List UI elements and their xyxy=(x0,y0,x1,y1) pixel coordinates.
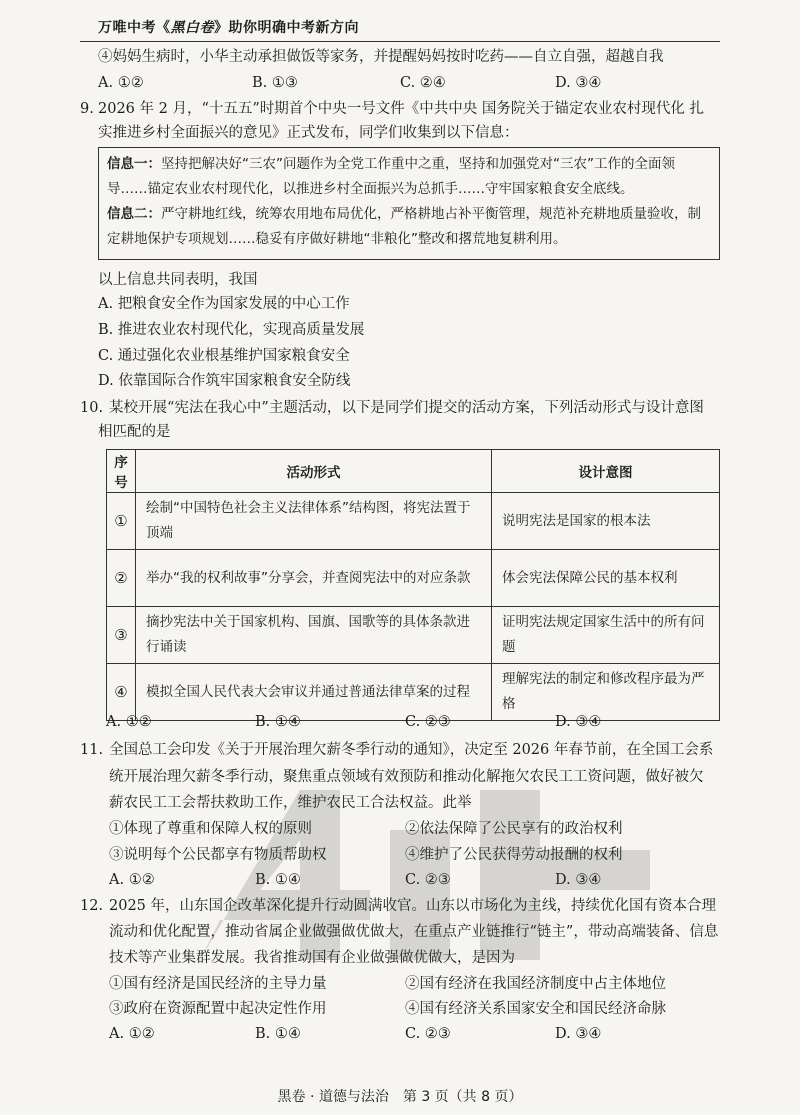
row-form: 举办“我的权利故事”分享会，并查阅宪法中的对应条款 xyxy=(136,550,492,607)
q8-option-a[interactable]: A. ①② xyxy=(98,75,144,91)
q9-stem-line1: 2026 年 2 月，“十五五”时期首个中央一号文件《中共中央 国务院关于锚定农业农村现代化 扎 xyxy=(98,101,704,117)
q9-info1-text: 坚持把解决好“三农”问题作为全党工作重中之重，坚持和加强党对“三农”工作的全面领导……锚定农业农村现代化，以推进乡村全面振兴为总抓手……守牢国家粮食安全底线。 xyxy=(107,156,675,197)
q11-stem-line1: 全国总工会印发《关于开展治理欠薪冬季行动的通知》，决定至 2026 年春节前，在全国工会系 xyxy=(109,742,714,758)
q11-statement-2: ②依法保障了公民享有的政治权利 xyxy=(405,821,623,837)
q8-option-b[interactable]: B. ①③ xyxy=(252,75,298,91)
q9-info-2 xyxy=(107,202,711,252)
row-form: 摘抄宪法中关于国家机构、国旗、国歌等的具体条款进行诵读 xyxy=(136,607,492,664)
q11-stem-line2: 统开展治理欠薪冬季行动，聚焦重点领域有效预防和推动化解拖欠农民工工资问题，做好被欠 xyxy=(109,769,704,785)
q9-option-c[interactable]: C. 通过强化农业根基维护国家粮食安全 xyxy=(98,348,350,364)
q9-question: 以上信息共同表明，我国 xyxy=(98,272,258,288)
header-cell-no: 序号 xyxy=(107,450,136,493)
row-number: ② xyxy=(107,550,136,607)
header-brand: 黑白卷 xyxy=(170,20,214,36)
q10-option-d[interactable]: D. ③④ xyxy=(555,714,602,730)
row-intent: 说明宪法是国家的根本法 xyxy=(492,493,720,550)
q8-statement-4: ④妈妈生病时，小华主动承担做饭等家务，并提醒妈妈按时吃药——自立自强，超越自我 xyxy=(98,49,664,65)
q11-statement-3: ③说明每个公民都享有物质帮助权 xyxy=(109,847,327,863)
q11-option-c[interactable]: C. ②③ xyxy=(405,872,451,888)
table-row xyxy=(107,493,720,550)
q12-number: 12. xyxy=(80,898,104,914)
table-row xyxy=(107,607,720,664)
q11-option-b[interactable]: B. ①④ xyxy=(255,872,301,888)
row-intent: 证明宪法规定国家生活中的所有问题 xyxy=(492,607,720,664)
q12-statement-2: ②国有经济在我国经济制度中占主体地位 xyxy=(405,976,666,992)
q9-info-box xyxy=(98,147,720,260)
row-form: 绘制“中国特色社会主义法律体系”结构图，将宪法置于顶端 xyxy=(136,493,492,550)
page-footer: 黑卷 · 道德与法治 第 3 页（共 8 页） xyxy=(277,1089,523,1105)
row-number: ③ xyxy=(107,607,136,664)
row-intent: 理解宪法的制定和修改程序最为严格 xyxy=(492,664,720,721)
q11-option-d[interactable]: D. ③④ xyxy=(555,872,602,888)
q10-option-c[interactable]: C. ②③ xyxy=(405,714,451,730)
row-number: ④ xyxy=(107,664,136,721)
header-rule xyxy=(80,41,720,42)
q12-stem-line3: 技术等产业集群发展。我省推动国有企业做强做优做大，是因为 xyxy=(109,950,515,966)
page-header xyxy=(98,17,359,37)
header-cell-form: 活动形式 xyxy=(136,450,492,493)
q12-statement-3: ③政府在资源配置中起决定性作用 xyxy=(109,1001,327,1017)
q10-activity-table xyxy=(106,449,720,721)
q12-option-b[interactable]: B. ①④ xyxy=(255,1026,301,1042)
table-row xyxy=(107,550,720,607)
q11-statement-4: ④维护了公民获得劳动报酬的权利 xyxy=(405,847,623,863)
header-cell-intent: 设计意图 xyxy=(492,450,720,493)
q9-info1-label: 信息一： xyxy=(107,156,161,172)
header-prefix: 万唯中考《 xyxy=(98,20,171,36)
q12-option-a[interactable]: A. ①② xyxy=(109,1026,155,1042)
q9-option-b[interactable]: B. 推进农业农村现代化，实现高质量发展 xyxy=(98,322,365,338)
q9-stem-line2: 实推进乡村全面振兴的意见》正式发布，同学们收集到以下信息： xyxy=(98,125,519,141)
q12-stem-line2: 流动和优化配置，推动省属企业做强做优做大，在重点产业链推行“链主”，带动高端装备、信息 xyxy=(109,924,719,940)
q10-option-a[interactable]: A. ①② xyxy=(106,714,152,730)
q12-stem-line1: 2025 年，山东国企改革深化提升行动圆满收官。山东以市场化为主线，持续优化国有资本合理 xyxy=(109,898,717,914)
q12-option-d[interactable]: D. ③④ xyxy=(555,1026,602,1042)
q11-statement-1: ①体现了尊重和保障人权的原则 xyxy=(109,821,312,837)
q10-stem-line2: 相匹配的是 xyxy=(98,424,171,440)
q12-statement-1: ①国有经济是国民经济的主导力量 xyxy=(109,976,327,992)
table-header-row xyxy=(107,450,720,493)
row-form: 模拟全国人民代表大会审议并通过普通法律草案的过程 xyxy=(136,664,492,721)
q8-option-c[interactable]: C. ②④ xyxy=(400,75,446,91)
q9-option-a[interactable]: A. 把粮食安全作为国家发展的中心工作 xyxy=(98,296,350,312)
q11-stem-line3: 薪农民工工会帮扶救助工作，维护农民工合法权益。此举 xyxy=(109,795,472,811)
q11-number: 11. xyxy=(80,742,104,758)
row-intent: 体会宪法保障公民的基本权利 xyxy=(492,550,720,607)
q10-number: 10. xyxy=(80,400,104,416)
q12-option-c[interactable]: C. ②③ xyxy=(405,1026,451,1042)
q8-option-d[interactable]: D. ③④ xyxy=(555,75,602,91)
q10-stem-line1: 某校开展“宪法在我心中”主题活动，以下是同学们提交的活动方案，下列活动形式与设计意图 xyxy=(109,400,704,416)
q11-option-a[interactable]: A. ①② xyxy=(109,872,155,888)
q12-statement-4: ④国有经济关系国家安全和国民经济命脉 xyxy=(405,1001,666,1017)
q9-info2-label: 信息二： xyxy=(107,206,161,222)
header-suffix: 》助你明确中考新方向 xyxy=(214,20,359,36)
row-number: ① xyxy=(107,493,136,550)
q9-info-1 xyxy=(107,152,711,202)
q9-option-d[interactable]: D. 依靠国际合作筑牢国家粮食安全防线 xyxy=(98,373,351,389)
q9-number: 9. xyxy=(80,101,94,117)
q10-option-b[interactable]: B. ①④ xyxy=(255,714,301,730)
q9-info2-text: 严守耕地红线，统筹农用地布局优化，严格耕地占补平衡管理，规范补充耕地质量验收，制定耕地保护专项规划……稳妥有序做好耕地“非粮化”整改和撂荒地复耕利用。 xyxy=(107,206,701,247)
